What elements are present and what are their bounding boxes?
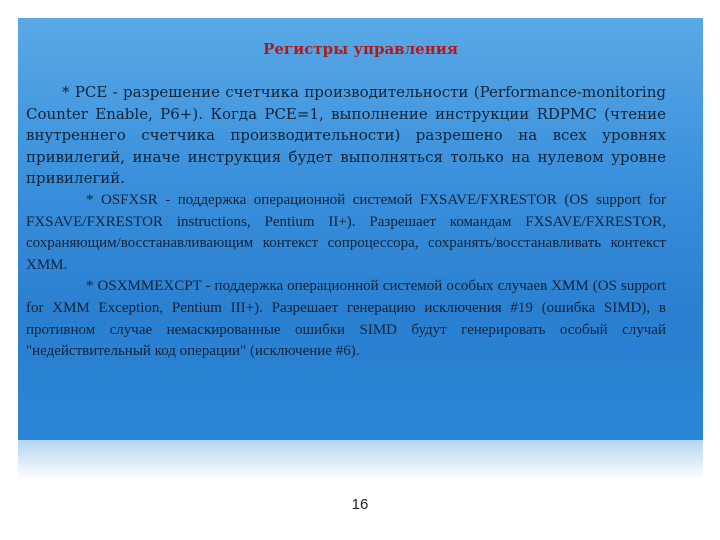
slide-content — [26, 82, 666, 363]
page-number: 16 — [351, 496, 369, 513]
paragraph-osfxsr: * OSFXSR - поддержка операционной системой FXSAVE/FXRESTOR (OS support for FXSAVE/FXRESTOR instructions, Pentium II+). Разрешает командам FXSAVE/FXRESTOR, сохраняющим/восстанавливающим контекст сопроцессора, сохранять/восстанавливать контекст XMM. — [26, 191, 666, 273]
slide-title: Регистры управления — [263, 40, 458, 58]
slide-bottom-fade — [18, 440, 703, 480]
paragraph-pce: * PCE - разрешение счетчика производительности (Performance-monitoring Counter Enable, P6+). Когда PCE=1, выполнение инструкции RDPMC (чтение внутреннего счетчика производительности) разрешено на всех уровнях привилегий, иначе инструкция будет выполняться только на нулевом уровне привилегий. — [26, 83, 666, 188]
paragraph-osxmmexcpt: * OSXMMEXCPT - поддержка операционной системой особых случаев XMM (OS support for XMM Exception, Pentium III+). Разрешает генерацию исключения #19 (ошибка SIMD), в противном случае немаскированные ошибки SIMD будут генерировать особый случай "недействительный код операции" (исключение #6). — [26, 278, 666, 360]
